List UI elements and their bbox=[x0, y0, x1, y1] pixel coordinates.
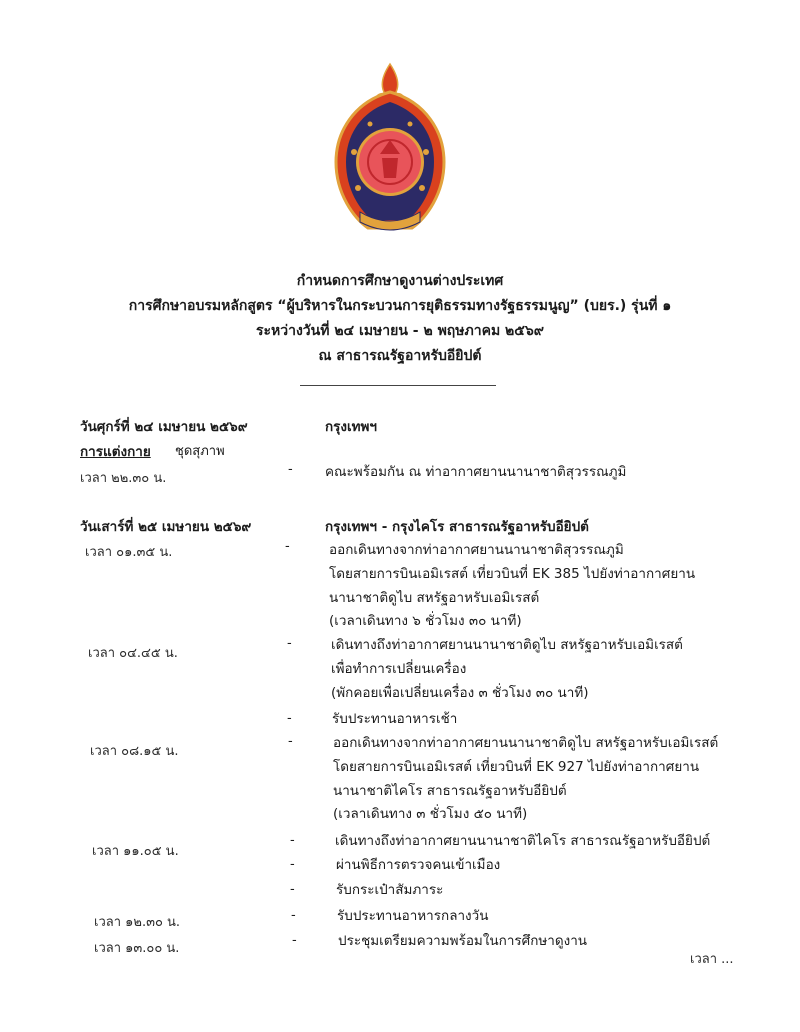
schedule-time: เวลา ๐๑.๓๕ น. bbox=[85, 545, 173, 560]
continuation-marker: เวลา ... bbox=[690, 952, 734, 967]
schedule-text: รับกระเป๋าสัมภาระ bbox=[336, 882, 444, 898]
day1-item-text: คณะพร้อมกัน ณ ท่าอากาศยานนานาชาติสุวรรณภูมิ bbox=[325, 464, 627, 480]
dress-code-value: ชุดสุภาพ bbox=[175, 444, 225, 459]
header-location: ณ สาธารณรัฐอาหรับอียิปต์ bbox=[318, 348, 482, 364]
schedule-text: เพื่อทำการเปลี่ยนเครื่อง bbox=[331, 661, 467, 677]
schedule-dash: - bbox=[290, 833, 295, 848]
header-title: กำหนดการศึกษาดูงานต่างประเทศ bbox=[296, 273, 504, 289]
schedule-time: เวลา ๑๓.๐๐ น. bbox=[94, 941, 180, 956]
schedule-time: เวลา ๐๔.๔๕ น. bbox=[88, 646, 178, 661]
day2-date: วันเสาร์ที่ ๒๕ เมษายน ๒๕๖๙ bbox=[80, 519, 252, 535]
day1-item-dash: - bbox=[288, 462, 293, 477]
schedule-time: เวลา ๑๒.๓๐ น. bbox=[94, 915, 181, 930]
schedule-time: เวลา ๐๘.๑๕ น. bbox=[90, 744, 179, 759]
schedule-text: (เวลาเดินทาง ๓ ชั่วโมง ๕๐ นาที) bbox=[333, 806, 528, 822]
day1-item-time: เวลา ๒๒.๓๐ น. bbox=[80, 471, 167, 486]
schedule-dash: - bbox=[285, 539, 290, 554]
header-course: การศึกษาอบรมหลักสูตร “ผู้บริหารในกระบวนการยุติธรรมทางรัฐธรรมนูญ” (บยร.) รุ่นที่ ๑ bbox=[128, 298, 672, 314]
schedule-text: รับประทานอาหารเช้า bbox=[332, 711, 458, 727]
schedule-text: นานาชาติไคโร สาธารณรัฐอาหรับอียิปต์ bbox=[333, 783, 567, 799]
header-divider bbox=[300, 385, 496, 386]
schedule-time: เวลา ๑๑.๐๕ น. bbox=[92, 844, 179, 859]
schedule-text: ผ่านพิธีการตรวจคนเข้าเมือง bbox=[336, 857, 501, 873]
schedule-text: (พักคอยเพื่อเปลี่ยนเครื่อง ๓ ชั่วโมง ๓๐ นาที) bbox=[331, 685, 589, 701]
header-dates: ระหว่างวันที่ ๒๔ เมษายน - ๒ พฤษภาคม ๒๕๖๙ bbox=[255, 323, 545, 339]
schedule-dash: - bbox=[287, 636, 292, 651]
schedule-dash: - bbox=[291, 908, 296, 923]
schedule-text: ออกเดินทางจากท่าอากาศยานนานาชาติดูไบ สหรัฐอาหรับเอมิเรสต์ bbox=[333, 735, 719, 751]
dress-code-label: การแต่งกาย bbox=[80, 444, 151, 460]
schedule-text: ออกเดินทางจากท่าอากาศยานนานาชาติสุวรรณภูมิ bbox=[329, 542, 624, 558]
schedule-text: โดยสายการบินเอมิเรสต์ เที่ยวบินที่ EK 927 ไปยังท่าอากาศยาน bbox=[333, 759, 700, 775]
schedule-dash: - bbox=[290, 882, 295, 897]
day1-place: กรุงเทพฯ bbox=[325, 419, 378, 435]
schedule-dash: - bbox=[287, 711, 292, 726]
college-seal-logo bbox=[330, 62, 450, 234]
schedule-text: ประชุมเตรียมความพร้อมในการศึกษาดูงาน bbox=[338, 933, 588, 949]
schedule-text: นานาชาติดูไบ สหรัฐอาหรับเอมิเรสต์ bbox=[329, 590, 540, 606]
schedule-text: โดยสายการบินเอมิเรสต์ เที่ยวบินที่ EK 385 ไปยังท่าอากาศยาน bbox=[329, 566, 696, 582]
schedule-text: เดินทางถึงท่าอากาศยานนานาชาติไคโร สาธารณรัฐอาหรับอียิปต์ bbox=[335, 833, 711, 849]
schedule-dash: - bbox=[290, 857, 295, 872]
schedule-text: เดินทางถึงท่าอากาศยานนานาชาติดูไบ สหรัฐอาหรับเอมิเรสต์ bbox=[331, 637, 683, 653]
day1-date: วันศุกร์ที่ ๒๔ เมษายน ๒๕๖๙ bbox=[80, 419, 248, 435]
schedule-dash: - bbox=[288, 734, 293, 749]
schedule-text: (เวลาเดินทาง ๖ ชั่วโมง ๓๐ นาที) bbox=[329, 613, 522, 629]
schedule-text: รับประทานอาหารกลางวัน bbox=[337, 908, 489, 924]
schedule-dash: - bbox=[292, 933, 297, 948]
day2-place: กรุงเทพฯ - กรุงไคโร สาธารณรัฐอาหรับอียิปต์ bbox=[325, 519, 589, 535]
